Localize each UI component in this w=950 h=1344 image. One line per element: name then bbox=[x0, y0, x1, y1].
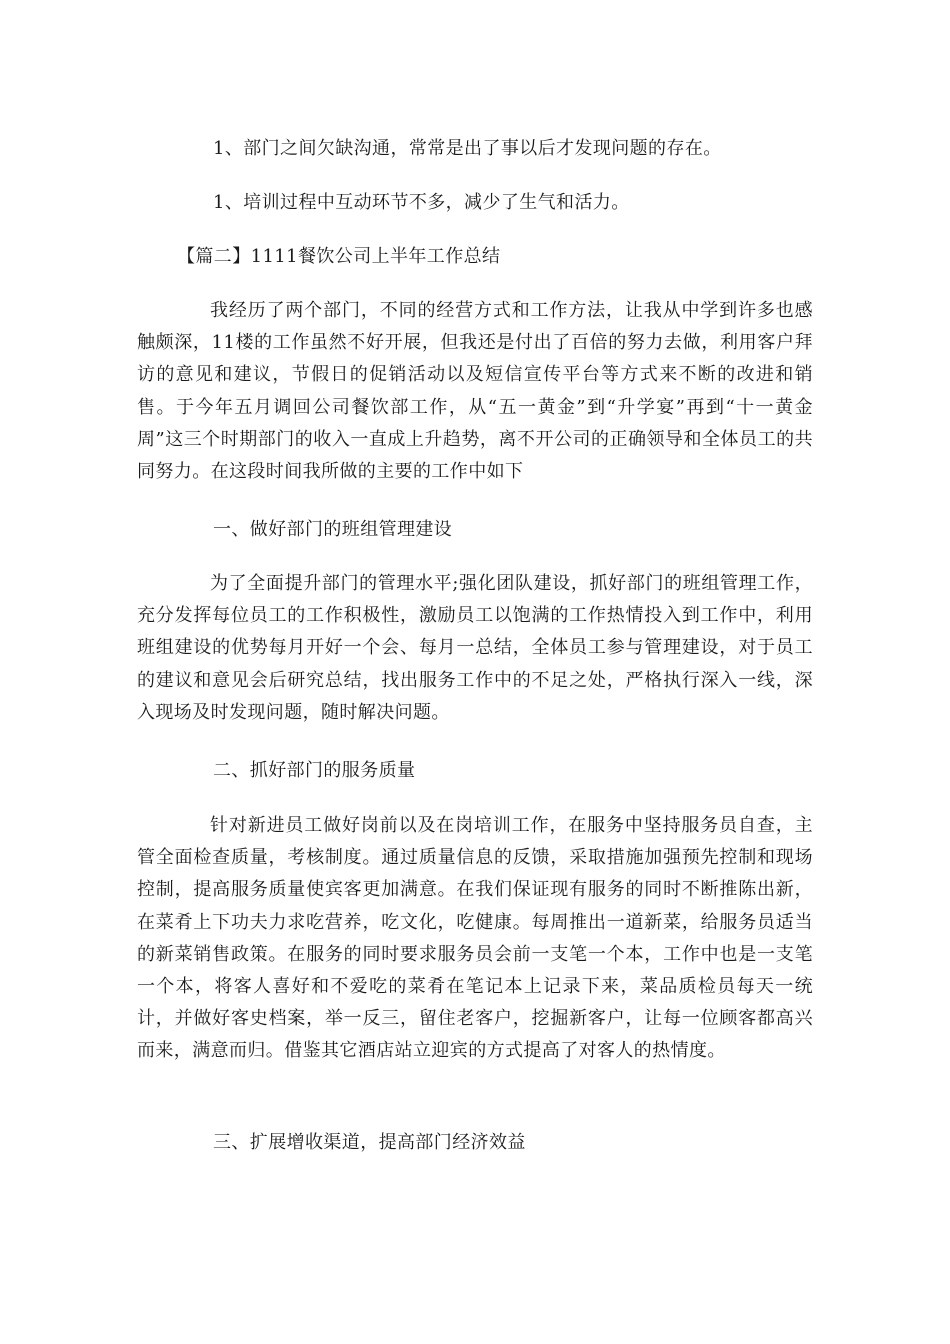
intro-paragraph: 我经历了两个部门，不同的经营方式和工作方法，让我从中学到许多也感触颇深，11楼的工作虽然不好开展，但我还是付出了百倍的努力去做，利用客户拜访的意见和建议，节假日的促销活动以及短信宣传平台等方式来不断的改进和销售。于今年五月调回公司餐饮部工作，从“五一黄金”到“升学宴”再到“十一黄金周”这三个时期部门的收入一直成上升趋势，离不开公司的正确领导和全体员工的共同努力。在这段时间我所做的主要的工作中如下 bbox=[137, 300, 813, 483]
section-paragraph-team-management: 为了全面提升部门的管理水平;强化团队建设，抓好部门的班组管理工作，充分发挥每位员工的工作积极性，激励员工以饱满的工作热情投入到工作中，利用班组建设的优势每月开好一个会、每月一总结，全体员工参与管理建设，对于员工的建议和意见会后研究总结，找出服务工作中的不足之处，严格执行深入一线，深入现场及时发现问题，随时解决问题。 bbox=[137, 573, 813, 723]
section-paragraph-service-quality: 针对新进员工做好岗前以及在岗培训工作，在服务中坚持服务员自查，主管全面检查质量，考核制度。通过质量信息的反馈，采取措施加强预先控制和现场控制，提高服务质量使宾客更加满意。在我们保证现有服务的同时不断推陈出新，在菜肴上下功夫力求吃营养，吃文化，吃健康。每周推出一道新菜，给服务员适当的新菜销售政策。在服务的同时要求服务员会前一支笔一个本，工作中也是一支笔一个本，将客人喜好和不爱吃的菜肴在笔记本上记录下来，菜品质检员每天一统计，并做好客史档案，举一反三，留住老客户，挖掘新客户，让每一位顾客都高兴而来，满意而归。借鉴其它酒店站立迎宾的方式提高了对客人的热情度。 bbox=[137, 815, 813, 1062]
issue-item-training: 1、培训过程中互动环节不多，减少了生气和活力。 bbox=[213, 192, 630, 213]
issue-item-communication: 1、部门之间欠缺沟通，常常是出了事以后才发现问题的存在。 bbox=[213, 138, 722, 159]
section-heading-revenue: 三、扩展增收渠道，提高部门经济效益 bbox=[213, 1132, 526, 1153]
section-heading-team-management: 一、做好部门的班组管理建设 bbox=[213, 519, 453, 540]
section-heading-service-quality: 二、抓好部门的服务质量 bbox=[213, 760, 416, 781]
article-title: 【篇二】1111餐饮公司上半年工作总结 bbox=[177, 246, 501, 267]
